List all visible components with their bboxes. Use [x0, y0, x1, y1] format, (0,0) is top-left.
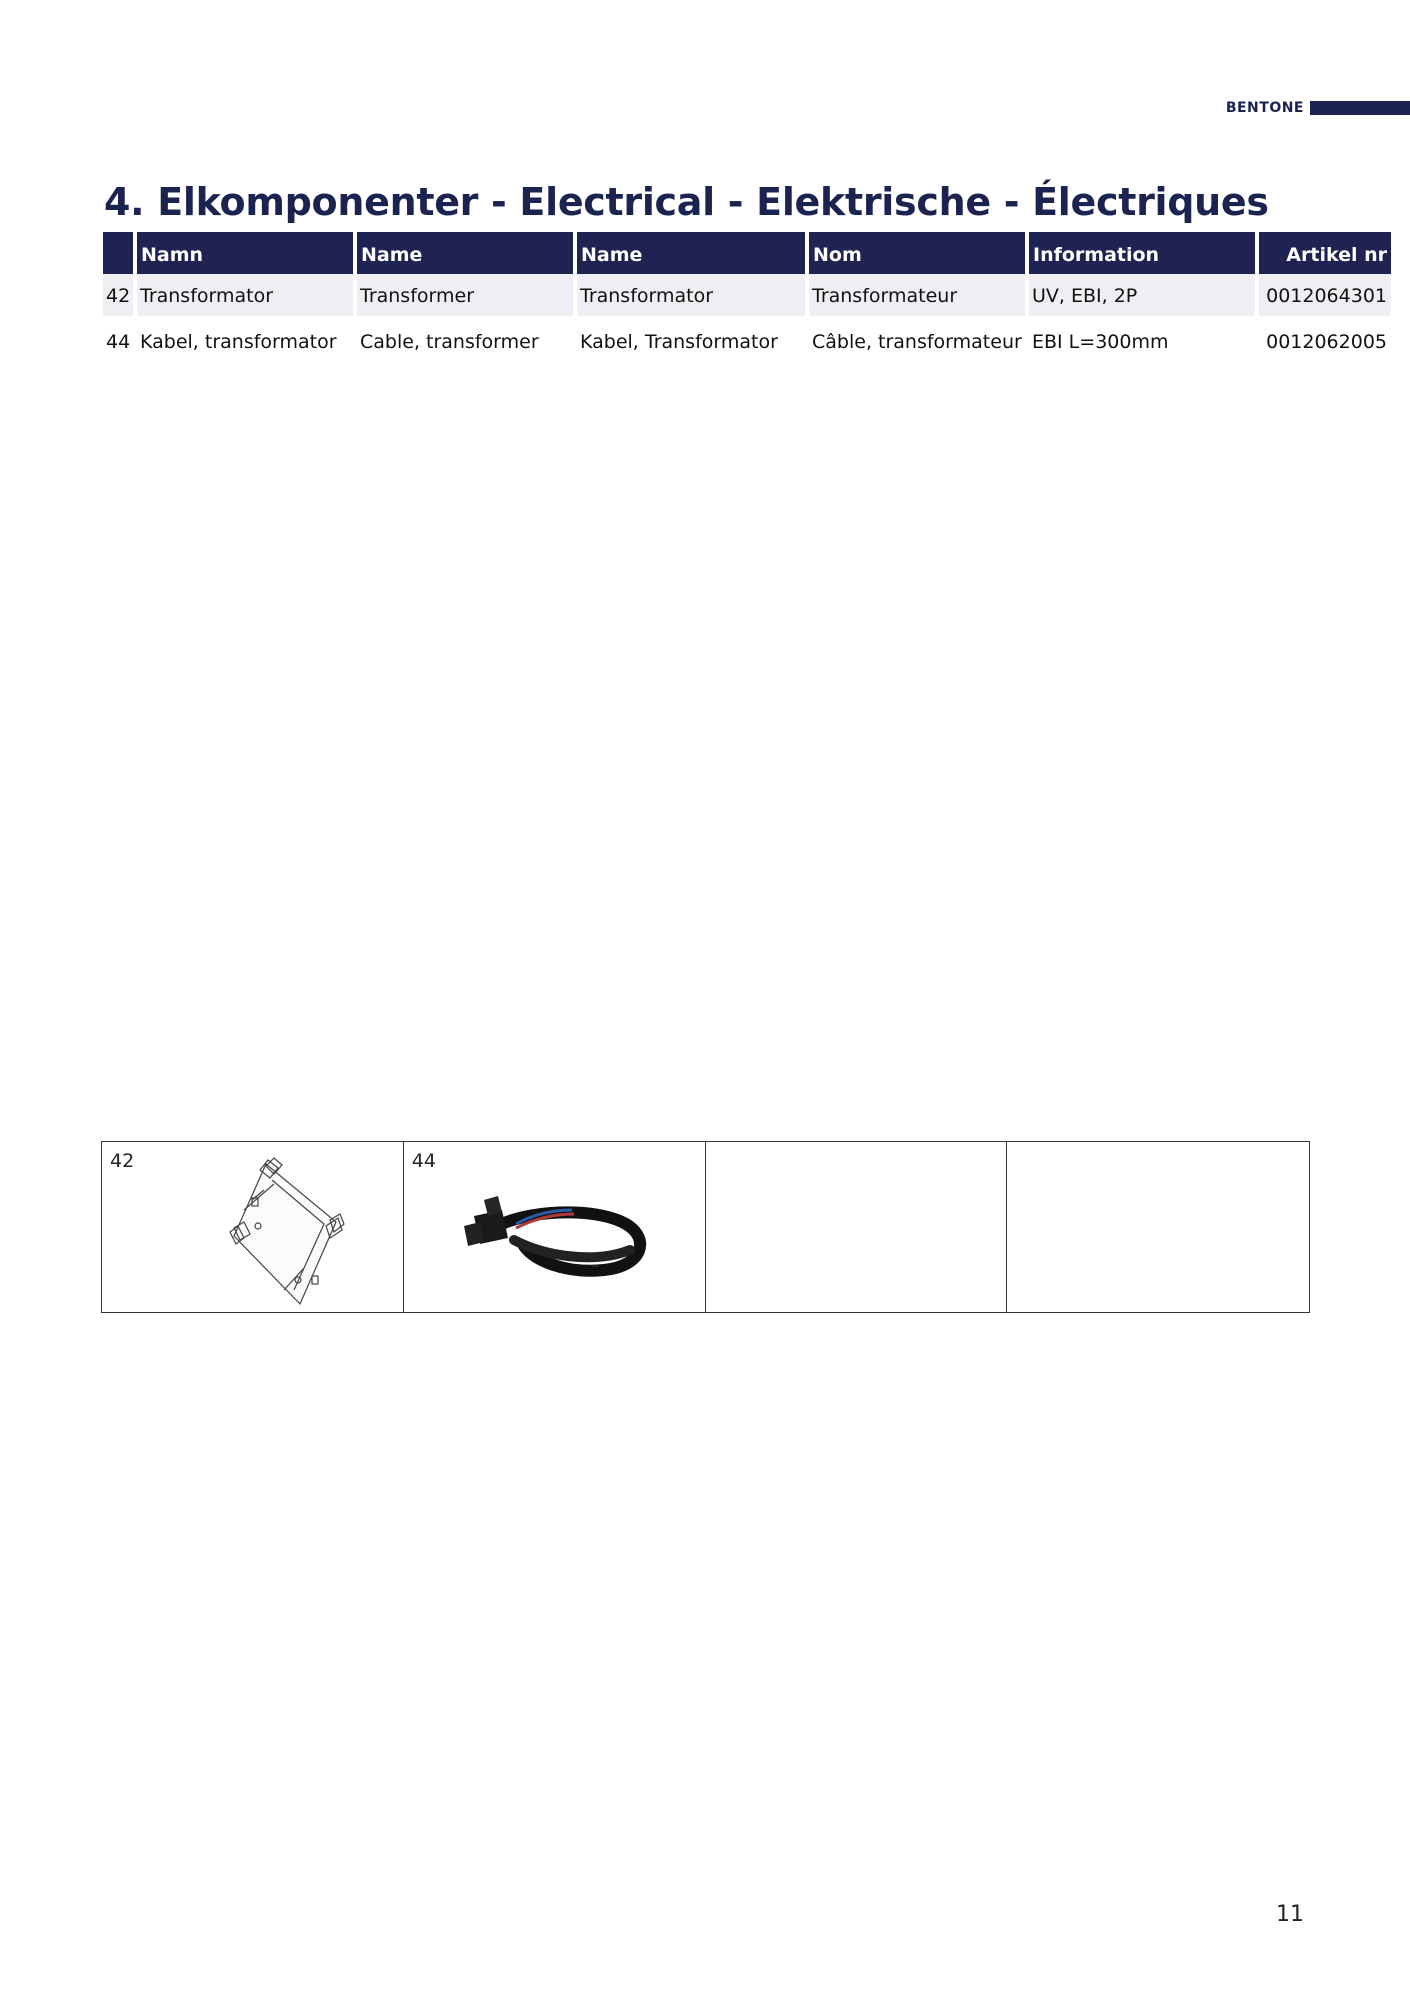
cell-name-de: Transformator: [577, 274, 805, 316]
cell-name-en: Transformer: [357, 274, 573, 316]
cell-name-en: Cable, transformer: [357, 316, 573, 362]
image-cell-44: [404, 1142, 706, 1312]
table-header-row: [103, 232, 1391, 274]
col-header-pos: [103, 232, 133, 274]
cell-name-de: Kabel, Transformator: [577, 316, 805, 362]
col-header-namn: Namn: [137, 232, 353, 274]
table-row: [103, 316, 1391, 362]
cell-artikel-nr: 0012062005: [1259, 316, 1391, 362]
page-number: 11: [1276, 1902, 1304, 1927]
svg-text:⋯: ⋯: [591, 1263, 598, 1270]
cell-nom: Transformateur: [809, 274, 1025, 316]
parts-image-grid: [101, 1141, 1310, 1313]
brand-bar: [1310, 101, 1410, 115]
transformer-drawing-icon: [214, 1150, 374, 1310]
parts-table: [99, 232, 1395, 362]
image-cell-label: 44: [411, 1150, 436, 1172]
table-row: [103, 274, 1391, 316]
cable-photo-icon: [454, 1180, 654, 1290]
cell-information: EBI L=300mm: [1029, 316, 1255, 362]
col-header-name-de: Name: [577, 232, 805, 274]
cell-pos: 42: [103, 274, 133, 316]
cell-nom: Câble, transformateur: [809, 316, 1025, 362]
cell-information: UV, EBI, 2P: [1029, 274, 1255, 316]
col-header-name-en: Name: [357, 232, 573, 274]
image-cell-label: 42: [110, 1150, 135, 1172]
cell-namn: Transformator: [137, 274, 353, 316]
col-header-artikel-nr: Artikel nr: [1259, 232, 1391, 274]
cell-pos: 44: [103, 316, 133, 362]
col-header-nom: Nom: [809, 232, 1025, 274]
image-cell-42: [102, 1142, 404, 1312]
cell-artikel-nr: 0012064301: [1259, 274, 1391, 316]
brand-name: BENTONE: [1225, 100, 1304, 116]
image-cell-empty: [706, 1142, 1008, 1312]
image-cell-empty: [1007, 1142, 1309, 1312]
page-title: 4. Elkomponenter - Electrical - Elektrische - Électriques: [104, 180, 1269, 224]
cell-namn: Kabel, transformator: [137, 316, 353, 362]
brand-header: [1226, 100, 1410, 116]
col-header-information: Information: [1029, 232, 1255, 274]
